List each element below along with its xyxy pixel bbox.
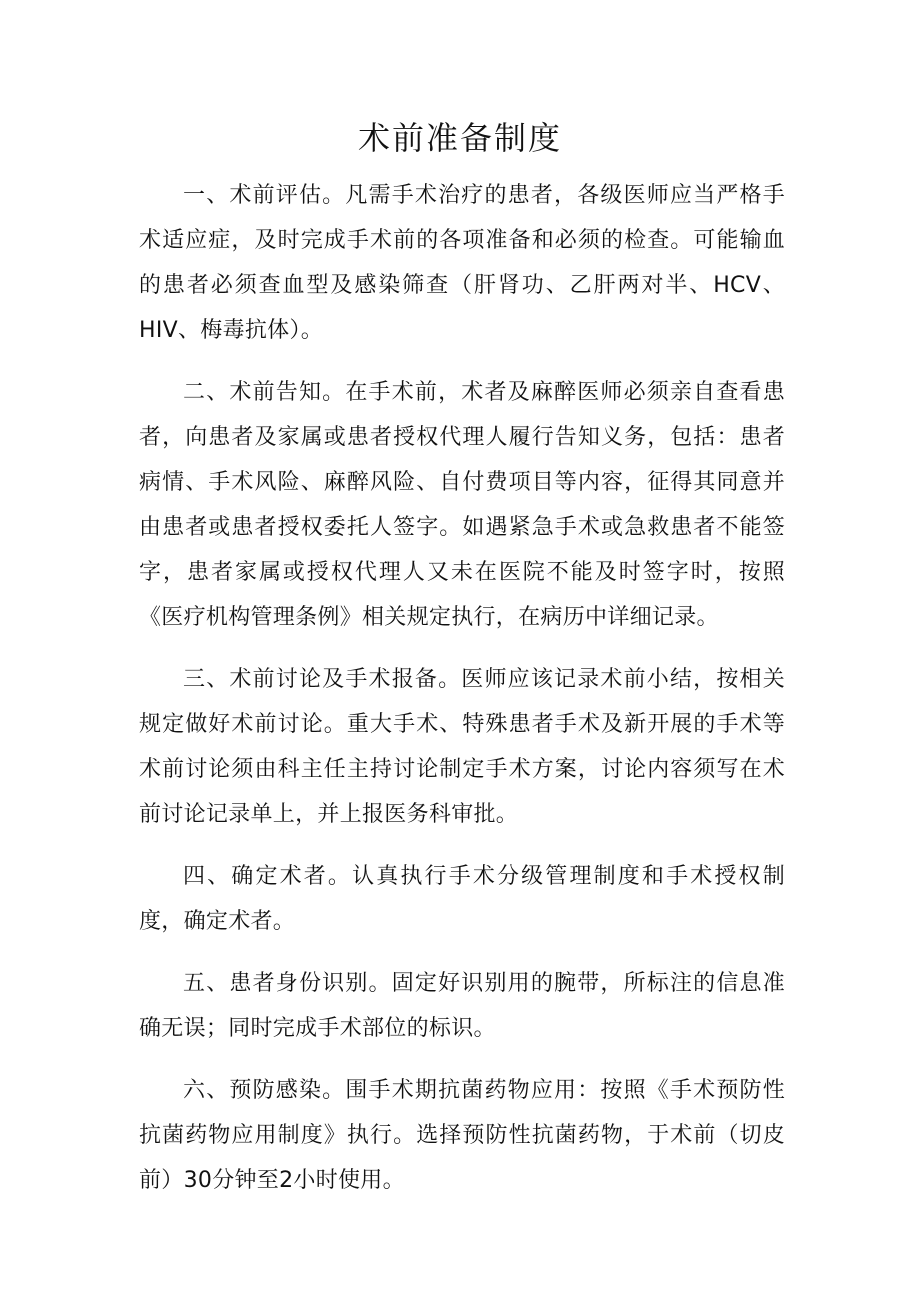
section-2-label: 二、术前告知。 [183,380,346,405]
section-3-label: 三、术前讨论及手术报备。 [183,667,462,692]
section-5 [139,961,785,1051]
document-title: 术前准备制度 [357,119,562,157]
section-1-text: 凡需手术治疗的患者，各级医师应当严格手术适应症，及时完成手术前的各项准备和必须的检查。可能输血的患者必须查血型及感染筛查（肝肾功、乙肝两对半、HCV、HIV、梅毒抗体）。 [139,183,786,343]
section-6-text: 围手术期抗菌药物应用：按照《手术预防性抗菌药物应用制度》执行。选择预防性抗菌药物，于术前（切皮前）30分钟至2小时使用。 [139,1078,786,1193]
section-6 [139,1068,785,1203]
section-4-text: 认真执行手术分级管理制度和手术授权制度，确定术者。 [139,864,785,934]
section-5-text: 固定好识别用的腕带，所标注的信息准确无误；同时完成手术部位的标识。 [139,971,786,1041]
section-4 [139,854,785,944]
document-body [139,173,785,1220]
section-1-label: 一、术前评估。 [183,183,346,208]
section-3 [139,657,785,837]
section-1 [139,173,785,353]
section-6-label: 六、预防感染。 [183,1078,346,1103]
section-5-label: 五、患者身份识别。 [183,971,392,996]
section-2-text: 在手术前，术者及麻醉医师必须亲自查看患者，向患者及家属或患者授权代理人履行告知义务，包括：患者病情、手术风险、麻醉风险、自付费项目等内容，征得其同意并由患者或患者授权委托人签字。如遇紧急手术或急救患者不能签字，患者家属或授权代理人又未在医院不能及时签字时，按照《医疗机构管理条例》相关规定执行，在病历中详细记录。 [139,380,786,630]
section-2 [139,370,785,640]
section-4-label: 四、确定术者。 [183,864,353,889]
section-3-text: 医师应该记录术前小结，按相关规定做好术前讨论。重大手术、特殊患者手术及新开展的手术等术前讨论须由科主任主持讨论制定手术方案，讨论内容须写在术前讨论记录单上，并上报医务科审批。 [139,667,786,827]
